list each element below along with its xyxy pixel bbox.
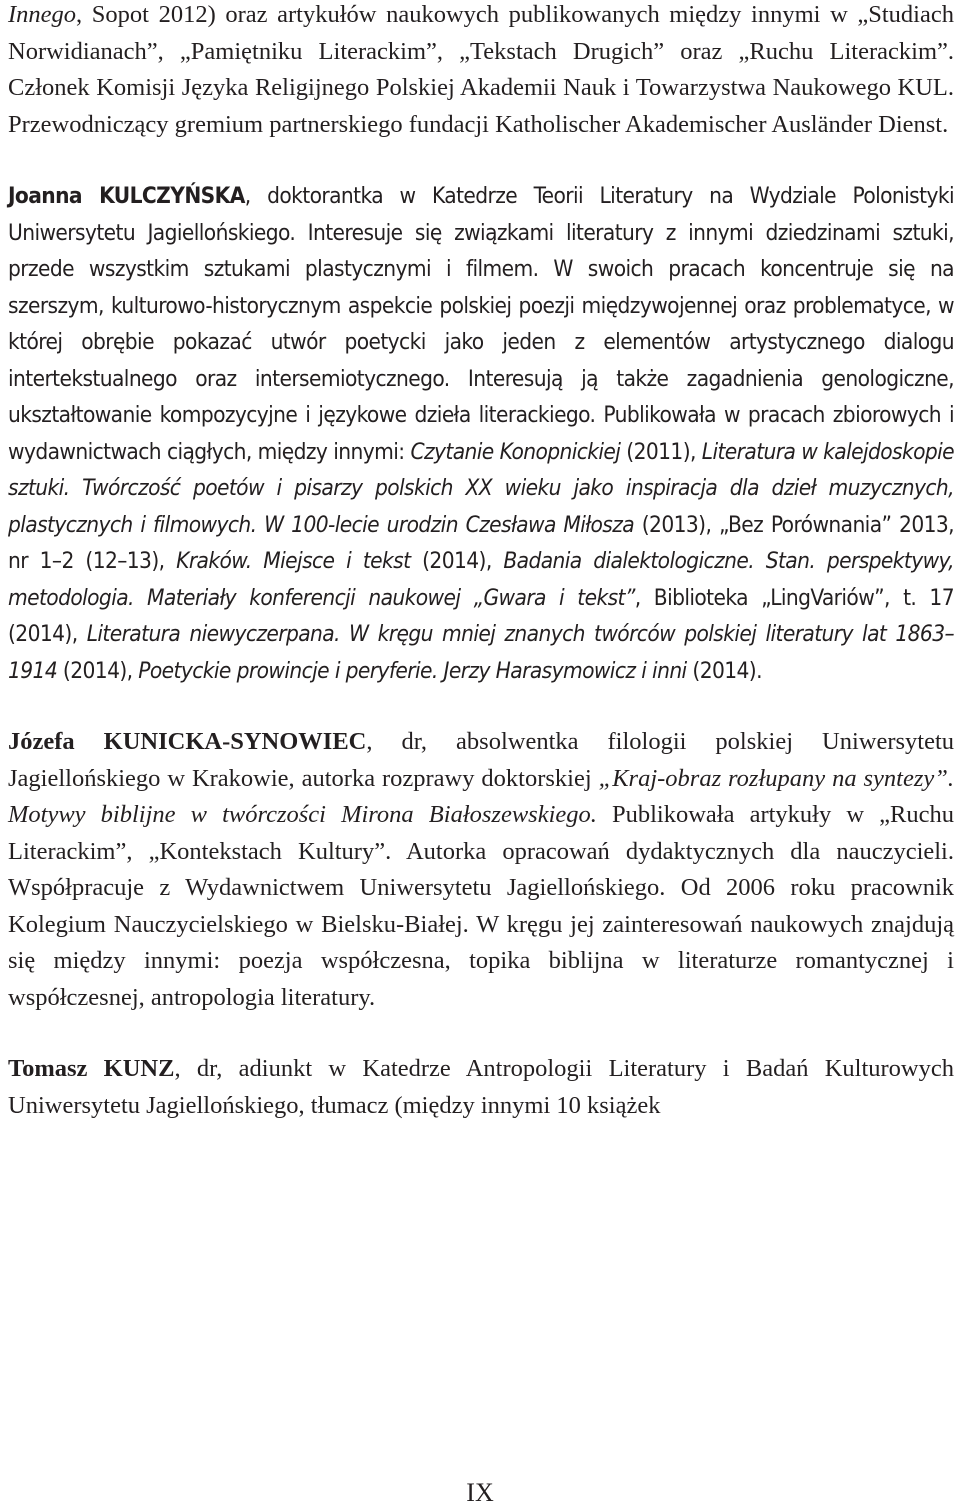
bio-text: (2014), bbox=[57, 657, 139, 684]
italic-title: Innego bbox=[8, 1, 77, 28]
bio-text: (2014). bbox=[686, 657, 762, 684]
italic-title: Literatura niewyczerpana. W kręgu mniej znanych twórców polskiej literatury lat 1863–1914 bbox=[8, 621, 954, 684]
author-name: Tomasz KUNZ bbox=[8, 1055, 175, 1082]
bio-jozefa-kunicka-synowiec bbox=[8, 724, 954, 1016]
page-number: IX bbox=[466, 1478, 494, 1507]
page-body bbox=[8, 0, 954, 1124]
bio-text: Publikowała artykuły w „Ruchu Literackim”, „Kontekstach Kultury”. Autorka opracowań dydaktycznych dla nauczycieli. Współpracuje z Wydawnictwem Uniwersytetu Jagiellońskiego. Od 2006 roku pracownik Kolegium Nauczycielskiego w Bielsku-Białej. W kręgu jej zainteresowań naukowych znajdują się między innymi: poezja współczesna, topika biblijna w literaturze romantycznej i współczesnej, antropologia literatury. bbox=[8, 801, 954, 1011]
italic-title: Badania dialektologiczne. Stan. perspektywy, metodologia. Materiały konferencji naukowej „Gwara i tekst” bbox=[8, 548, 954, 611]
bio-text: , doktorantka w Katedrze Teorii Literatury na Wydziale Polonistyki Uniwersytetu Jagiellońskiego. Interesuje się związkami literatury z innymi dziedzinami sztuki, przede wszystkim sztukami plastycznymi i filmem. W swoich pracach koncentruje się na szerszym, kulturowo-historycznym aspekcie polskiej poezji międzywojennej oraz problematyce, w której obrębie pokazać utwór poetycki jako jeden z elementów artystycznego dialogu intertekstualnego oraz intersemiotycznego. Interesują ją także zagadnienia genologiczne, ukształtowanie kompozycyjne i językowe dzieła literackiego. Publikowała w pracach zbiorowych i wydawnictwach ciągłych, między innymi: bbox=[8, 183, 954, 465]
bio-text: (2014), bbox=[410, 548, 504, 574]
italic-title: Kraków. Miejsce i tekst bbox=[176, 548, 411, 574]
bio-text: , Biblioteka „LingVariów”, t. 17 (2014), bbox=[8, 584, 954, 647]
bio-text: , Sopot 2012) oraz artykułów naukowych publikowanych między innymi w „Studiach Norwidianach”, „Pamiętniku Literackim”, „Tekstach Drugich” oraz „Ruchu Literackim”. Członek Komisji Języka Religijnego Polskiej Akademii Nauk i Towarzystwa Naukowego KUL. Przewodniczący gremium partnerskiego fundacji Katholischer Akademischer Ausländer Dienst. bbox=[8, 1, 954, 138]
bio-text: (2013), „Bez Porównania” 2013, nr 1–2 (12–13), bbox=[8, 511, 954, 574]
author-name: Józefa KUNICKA-SYNOWIEC bbox=[8, 728, 367, 755]
italic-title: Czytanie Konopnickiej bbox=[410, 438, 621, 465]
italic-title: Poetyckie prowincje i peryferie. Jerzy Harasymowicz i inni bbox=[138, 657, 687, 684]
bio-text: (2011), bbox=[620, 438, 702, 465]
bio-text: , dr, absolwentka filologii polskiej Uniwersytetu Jagiellońskiego w Krakowie, autorka rozprawy doktorskiej bbox=[8, 728, 954, 792]
bio-text: , dr, adiunkt w Katedrze Antropologii Literatury i Badań Kulturowych Uniwersytetu Jagiellońskiego, tłumacz (między innymi 10 książek bbox=[8, 1055, 954, 1119]
italic-title: Literatura w kalejdoskopie sztuki. Twórczość poetów i pisarzy polskich XX wieku jako inspiracja dla dzieł muzycznych, plastycznych i filmowych. W 100-lecie urodzin Czesława Miłosza bbox=[8, 438, 955, 538]
bio-continuation bbox=[8, 0, 954, 143]
author-name: Joanna KULCZYŃSKA bbox=[8, 183, 245, 209]
italic-title: „Kraj-obraz rozłupany na syntezy”. Motywy biblijne w twórczości Mirona Białoszewskiego. bbox=[8, 764, 954, 828]
bio-tomasz-kunz bbox=[8, 1051, 954, 1124]
bio-joanna-kulczynska bbox=[8, 178, 954, 689]
